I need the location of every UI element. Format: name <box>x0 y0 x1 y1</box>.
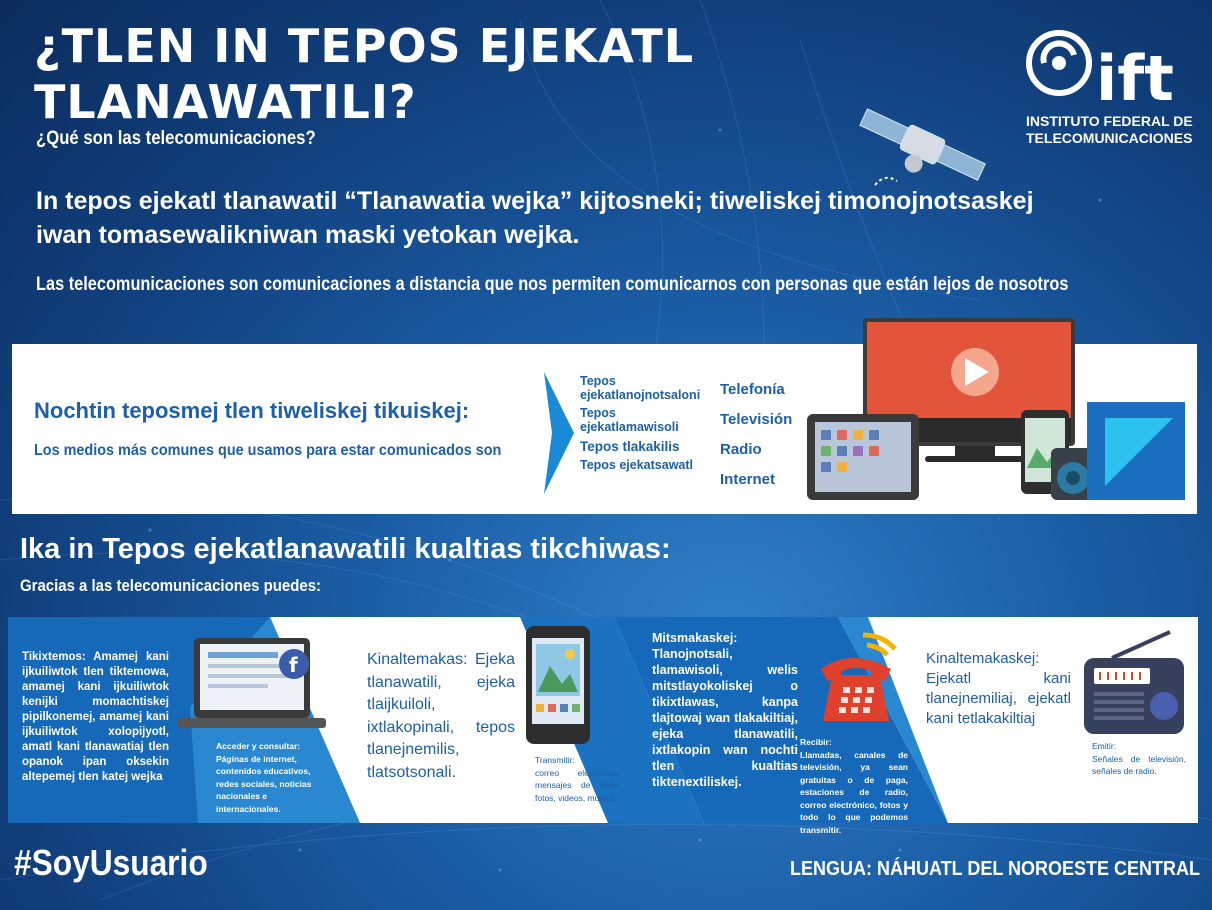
benefit-transmit-sub <box>535 754 621 804</box>
means-subtitle: Los medios más comunes que usamos para estar comunicados son <box>34 442 502 459</box>
page-title: ¿TLEN IN TEPOS EJEKATL TLANAWATILI? <box>34 19 695 129</box>
benefit-receive-sub <box>800 736 908 836</box>
hashtag: #SoyUsuario <box>14 842 208 883</box>
benefits-subtitle: Gracias a las telecomunicaciones puedes: <box>20 576 322 595</box>
tablet-icon <box>807 414 919 500</box>
language-label: LENGUA: NÁHUATL DEL NOROESTE CENTRAL <box>790 858 1201 880</box>
means-nahuatl-list <box>580 374 710 476</box>
benefit-transmit-text: Kinaltemakas: Ejeka tlanawatili, ejeka tlaijkuiloli, ixtlakopinali, tepos tlanejnemilis, tlatsotsonali. <box>367 651 515 781</box>
benefit-search-sub <box>216 740 320 815</box>
logo-subtitle-line1: INSTITUTO FEDERAL DE <box>1026 113 1193 129</box>
means-spanish-item: Telefonía <box>720 381 785 398</box>
chevron-right-icon <box>544 372 574 494</box>
devices-illustration <box>805 318 1190 504</box>
smartphone-icon <box>526 626 592 746</box>
logo-subtitle-line2: TELECOMUNICACIONES <box>1026 130 1193 146</box>
means-spanish-item: Radio <box>720 441 762 458</box>
means-title: Nochtin teposmej tlen tiweliskej tikuiskej: <box>34 398 470 423</box>
means-nahuatl-item: Tepos ejekatlamawisoli <box>580 406 679 434</box>
svg-text:f: f <box>289 653 298 677</box>
benefit-emit-sub-text: Señales de televisión, señales de radio. <box>1092 753 1186 776</box>
benefit-search-text: Tikixtemos: Amamej kani ijkuiliwtok tlen tiktemowa, amamej kani ijkuiliwtok kenijki momachtiskej pipilkonemej, amamej kani ijkuiliwtok xolopijyotl, amatl kani tlanawatiaj tlen opanok ipan oksekin altepemej tlen katej wejka <box>22 651 169 783</box>
means-nahuatl-item: Tepos ejekatsawatl <box>580 458 694 472</box>
benefits-title: Ika in Tepos ejekatlanawatili kualtias tikchiwas: <box>20 533 671 565</box>
intro-nahuatl: In tepos ejekatl tlanawatil “Tlanawatia wejka” kijtosneki; tiweliskej timonojnotsaskej iwan tomasewalikniwan maski yetokan wejka. <box>36 187 1034 249</box>
page-title-spanish: ¿Qué son las telecomunicaciones? <box>36 128 316 149</box>
benefit-receive-text: Mitsmakaskej: Tlanojnotsali, tlamawisoli, welis mitstlayokoliskej o tikixtlawas, kanpa tlajtowaj wan tlakakiltiaj, ejeka tlanawatili, ixtlakopin wan nochti tlen kualtias tiktenextiliskej. <box>652 631 798 789</box>
benefit-transmit-sub-text: correo electrónico, mensajes de texto, fotos, videos, música. <box>535 767 621 803</box>
decorative-squares <box>1087 402 1185 500</box>
means-spanish-item: Internet <box>720 471 776 488</box>
telephone-icon <box>815 625 910 725</box>
laptop-icon <box>178 632 326 732</box>
benefit-transmit-sub-title: Transmitir: <box>535 755 575 765</box>
means-spanish-item: Televisión <box>720 411 793 428</box>
benefit-emit-sub <box>1092 740 1186 778</box>
benefit-emit-text: Kinaltemakaskej: Ejekatl kani tlanejnemiliaj, ejekatl kani tetlakakiltiaj <box>926 650 1071 727</box>
benefit-receive-sub-text: Llamadas, canales de televisión, ya sean gratuitas o de paga, estaciones de radio, correo electrónico, fotos y todo lo que podemos transmitir. <box>800 749 908 835</box>
benefit-search-sub-title: Acceder y consultar: <box>216 741 301 751</box>
means-spanish-list <box>720 381 792 501</box>
benefit-receive-sub-title: Recibir: <box>800 737 832 747</box>
means-nahuatl-item: Tepos ejekatlanojnotsaloni <box>580 374 701 402</box>
radio-icon <box>1082 628 1186 736</box>
benefit-search-sub-text: Páginas de internet, contenidos educativos, redes sociales, noticias nacionales e internacionales. <box>216 753 312 814</box>
logo-text: ift <box>1096 42 1174 115</box>
means-nahuatl-item: Tepos tlakakilis <box>580 439 680 454</box>
benefit-emit-sub-title: Emitir: <box>1092 741 1117 751</box>
logo-subtitle <box>1026 113 1193 147</box>
intro-spanish: Las telecomunicaciones son comunicaciones a distancia que nos permiten comunicarnos con personas que están lejos de nosotros <box>36 274 1069 295</box>
